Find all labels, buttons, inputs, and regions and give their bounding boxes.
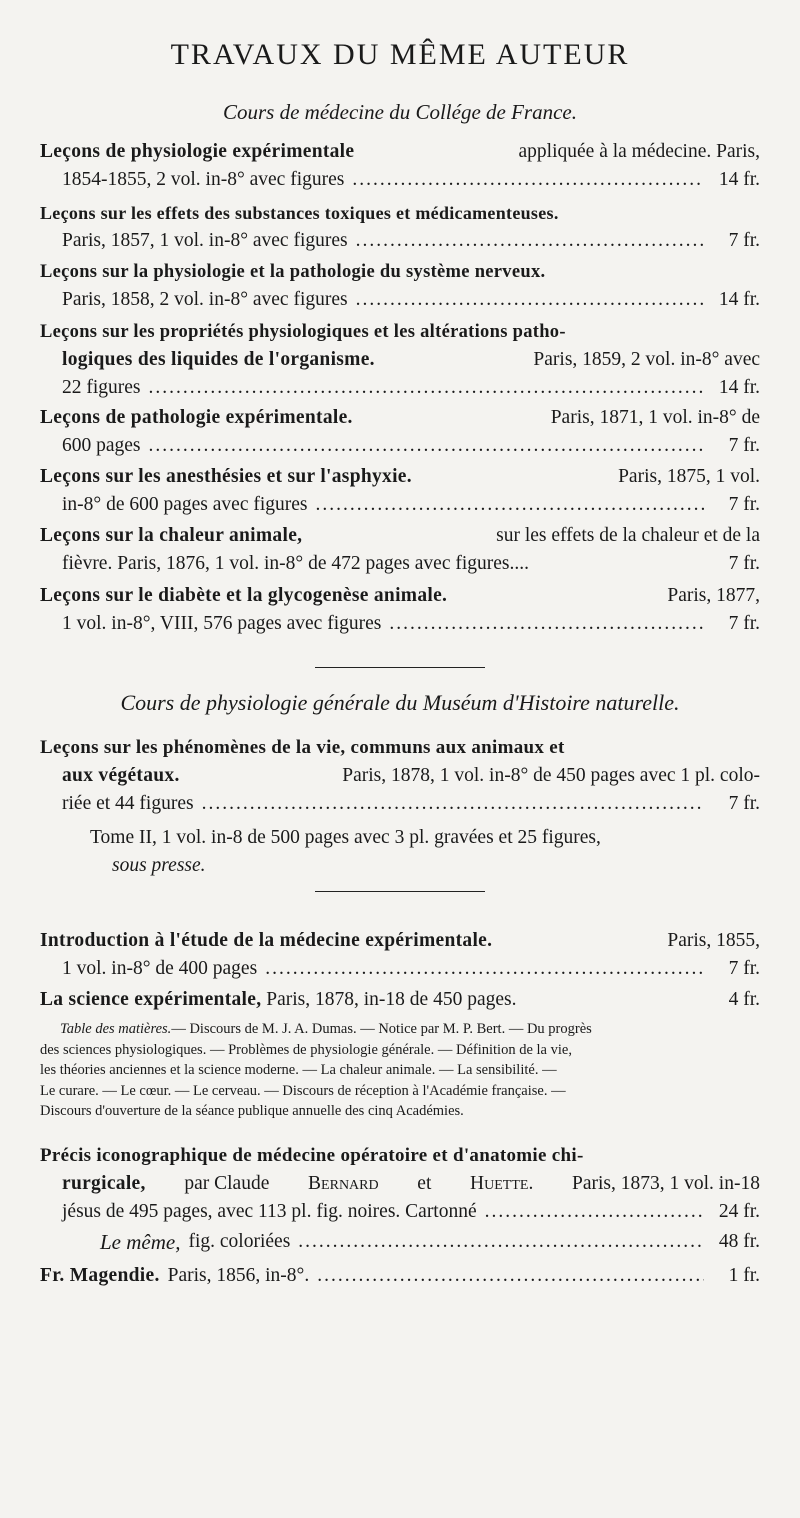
entry-text: 1 vol. in-8° de 400 pages [62,958,258,979]
entry-price: 4 fr. [728,989,760,1010]
bibliography-entry [40,404,760,460]
note-label: Table des matières. [60,1021,172,1037]
entry-title: Leçons sur la physiologie et la pathologie du système nerveux. [40,262,546,282]
entry-title-continued: logiques des liquides de l'organisme. [62,349,375,370]
entry-text: Paris, 1858, 2 vol. in-8° avec figures [62,289,348,310]
entry-price: 1 fr. [728,1265,760,1286]
entry-title: Leçons sur le diabète et la glycogenèse animale. [40,585,448,606]
entry-price: 24 fr. [718,1201,760,1222]
leader-dots [149,432,704,460]
entry-title: Leçons sur les phénomènes de la vie, communs aux animaux et [40,737,565,758]
entry-text: Paris, 1878, in-18 de 450 pages. [266,989,517,1010]
leader-dots [316,491,704,519]
entry-text: sur les effets de la chaleur et de la [496,525,760,546]
leader-dots [356,286,704,314]
leader-dots [149,374,704,402]
entry-title: Leçons de pathologie expérimentale. [40,407,353,428]
entry-text: 22 figures [62,377,141,398]
entry-title: Précis iconographique de médecine opératoire et d'anatomie chi- [40,1145,584,1166]
section-divider [315,667,485,668]
entry-text: par Claude [184,1173,270,1194]
bibliography-entry [40,138,760,194]
entry-title: Leçons de physiologie expérimentale [40,141,355,162]
entry-price: 7 fr. [728,958,760,979]
bibliography-entry [40,463,760,519]
bibliography-entry [40,318,760,402]
bibliography-entry [40,927,760,983]
entry-text: et [417,1173,432,1194]
bibliography-entry [40,582,760,638]
leader-dots [356,227,704,255]
entry-title: Leçons sur les anesthésies et sur l'asphyxie. [40,466,412,487]
leader-dots [485,1198,704,1226]
entry-price: 14 fr. [718,289,760,310]
bibliography-entry [40,986,760,1014]
bibliography-entry [40,734,760,818]
entry-text: Paris, 1873, 1 vol. in-18 [572,1173,760,1194]
leader-dots [265,955,704,983]
note-text: Discours d'ouverture de la séance publique annuelle des cinq Académies. [40,1103,464,1119]
leader-dots [202,790,704,818]
leader-dots [389,610,704,638]
entry-text: fièvre. Paris, 1876, 1 vol. in-8° de 472 pages avec figures.... [62,553,530,574]
entry-title: Le même, [100,1230,181,1254]
entry-text: riée et 44 figures [62,793,194,814]
entry-title: Leçons sur la chaleur animale, [40,525,303,546]
section-heading-college-de-france: Cours de médecine du Collége de France. [223,100,577,124]
entry-text: 1854-1855, 2 vol. in-8° avec figures [62,169,345,190]
author-name: Huette. [470,1173,534,1194]
entry-text: jésus de 495 pages, avec 113 pl. fig. noires. Cartonné [62,1201,477,1222]
bibliography-entry [40,522,760,578]
entry-text: Paris, 1857, 1 vol. in-8° avec figures [62,230,348,251]
entry-text: Paris, 1871, 1 vol. in-8° de [550,407,760,428]
leader-dots [298,1228,704,1256]
section-heading-museum: Cours de physiologie générale du Muséum d'Histoire naturelle. [120,690,680,715]
bibliography-entry [40,1262,760,1290]
entry-text: Paris, 1875, 1 vol. [618,466,760,487]
entry-title: Leçons sur les propriétés physiologiques et les altérations patho- [40,322,566,342]
entry-price: 14 fr. [718,377,760,398]
entry-price: 7 fr. [728,613,760,634]
entry-title: Introduction à l'étude de la médecine expérimentale. [40,930,493,951]
entry-price: 7 fr. [728,230,760,251]
entry-title: Fr. Magendie. [40,1265,160,1286]
entry-price: 7 fr. [728,494,760,515]
entry-text: in-8° de 600 pages avec figures [62,494,308,515]
entry-price: 7 fr. [728,435,760,456]
note-text: les théories anciennes et la science moderne. — La chaleur animale. — La sensibilité. — [40,1062,557,1078]
entry-price: 7 fr. [728,553,760,574]
entry-text: 1 vol. in-8°, VIII, 576 pages avec figures [62,613,382,634]
leader-dots [317,1262,704,1290]
entry-text: fig. coloriées [188,1231,291,1252]
table-of-contents-note [40,1019,760,1122]
author-name: Bernard [308,1173,379,1194]
entry-price: 7 fr. [728,793,760,814]
leader-dots [352,166,704,194]
entry-text: 600 pages [62,435,141,456]
entry-title-continued: rurgicale, [62,1173,146,1194]
entry-price: 14 fr. [718,169,760,190]
entry-title: Leçons sur les effets des substances toxiques et médicamenteuses. [40,203,559,223]
bibliography-entry [40,1228,760,1256]
entry-text: Paris, 1859, 2 vol. in-8° avec [533,349,760,370]
bibliography-entry [40,258,760,314]
section-divider [315,891,485,892]
entry-text: Paris, 1856, in-8°. [167,1265,310,1286]
page-title: TRAVAUX DU MÊME AUTEUR [170,38,630,71]
entry-price: 48 fr. [718,1231,760,1252]
tome-text: Tome II, 1 vol. in-8 de 500 pages avec 3 pl. gravées et 25 figures, [90,827,601,848]
entry-text: Paris, 1877, [667,585,760,606]
note-text: des sciences physiologiques. — Problèmes de physiologie générale. — Définition de la vie, [40,1041,572,1058]
entry-text: Paris, 1855, [667,930,760,951]
entry-text: appliquée à la médecine. Paris, [518,141,760,162]
entry-title-continued: aux végétaux. [62,765,180,786]
note-text: — Discours de M. J. A. Dumas. — Notice par M. P. Bert. — Du progrès [171,1021,592,1037]
tome-status: sous presse. [112,855,206,876]
entry-text: Paris, 1878, 1 vol. in-8° de 450 pages avec 1 pl. colo- [342,765,760,786]
entry-title: La science expérimentale, [40,989,262,1010]
tome-note [90,824,760,880]
bibliography-entry [40,199,760,255]
note-text: Le curare. — Le cœur. — Le cerveau. — Discours de réception à l'Académie française. — [40,1082,566,1099]
bibliography-entry [40,1142,760,1226]
